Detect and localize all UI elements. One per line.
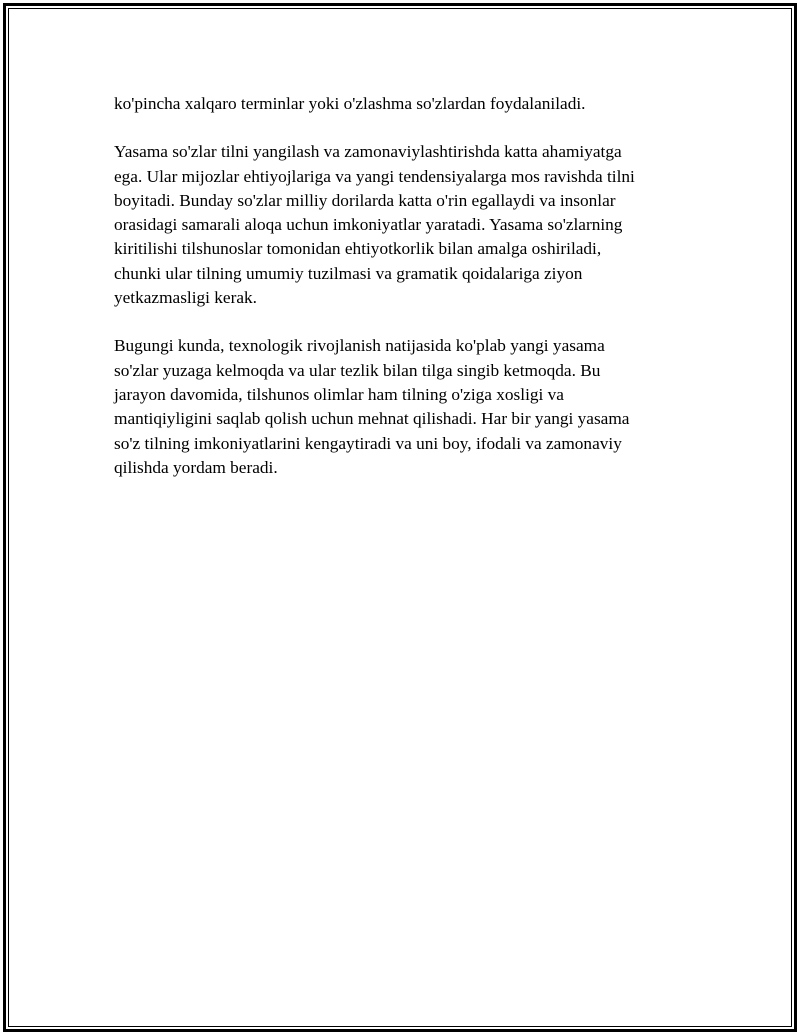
paragraph-yasama-sozlar: Yasama so'zlar tilni yangilash va zamonaviylashtirishda katta ahamiyatga ega. Ular mijozlar ehtiyojlariga va yangi tendensiyalarga mos ravishda tilni boyitadi. Bunday so'zlar milliy dorilarda katta o'rin egallaydi va insonlar orasidagi samarali aloqa uchun imkoniyatlar yaratadi. Yasama so'zlarning kiritilishi tilshunoslar tomonidan ehtiyotkorlik bilan amalga oshiriladi, chunki ular tilning umumiy tuzilmasi va gramatik qoidalariga ziyon yetkazmasligi kerak. <box>114 142 635 308</box>
paragraph-bugungi-kunda: Bugungi kunda, texnologik rivojlanish natijasida ko'plab yangi yasama so'zlar yuzaga kelmoqda va ular tezlik bilan tilga singib ketmoqda. Bu jarayon davomida, tilshunos olimlar ham tilning o'ziga xosligi va mantiqiyligini saqlab qolish uchun mehnat qilishadi. Har bir yangi yasama so'z tilning imkoniyatlarini kengaytiradi va uni boy, ifodali va zamonaviy qilishda yordam beradi. <box>114 336 630 477</box>
document-body <box>114 92 684 480</box>
paragraph-continuation: ko'pincha xalqaro terminlar yoki o'zlashma so'zlardan foydalaniladi. <box>114 94 586 113</box>
